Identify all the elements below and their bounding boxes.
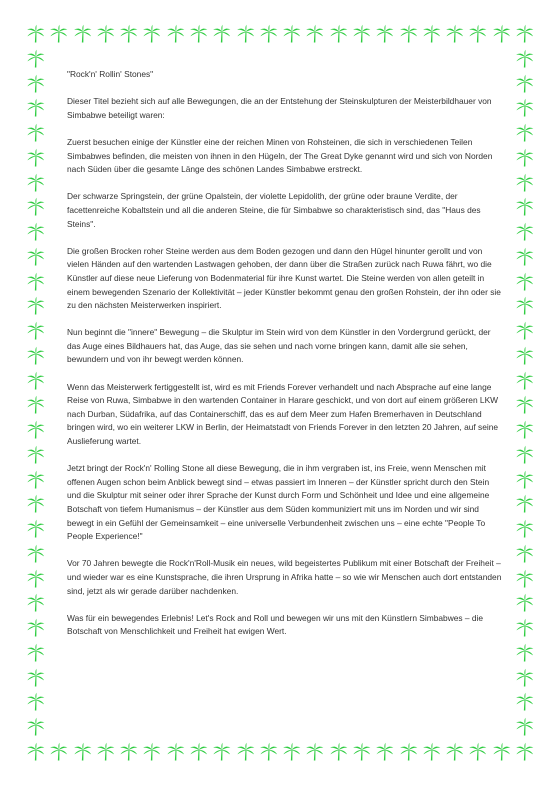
palm-tree-icon (166, 24, 185, 43)
palm-tree-icon (515, 569, 534, 588)
palm-tree-icon (445, 24, 464, 43)
palm-tree-icon (259, 742, 278, 761)
palm-tree-icon (26, 296, 45, 315)
palm-tree-icon (352, 742, 371, 761)
palm-tree-icon (119, 742, 138, 761)
palm-tree-icon (515, 98, 534, 117)
palm-tree-icon (26, 420, 45, 439)
palm-tree-icon (26, 173, 45, 192)
palm-tree-icon (515, 544, 534, 563)
palm-tree-icon (515, 173, 534, 192)
palm-tree-icon (515, 296, 534, 315)
palm-tree-icon (515, 395, 534, 414)
document-body (67, 68, 503, 653)
paragraph-9: Was für ein bewegendes Erlebnis! Let's Rock and Roll und bewegen wir uns mit den Künstlern Simbabwes – die Botschaft von Menschlichkeit und Freiheit hat ewigen Wert. (67, 612, 484, 637)
palm-tree-icon (26, 544, 45, 563)
palm-tree-icon (26, 519, 45, 538)
palm-tree-icon (26, 494, 45, 513)
palm-tree-icon (26, 470, 45, 489)
paragraph-8: Vor 70 Jahren bewegte die Rock'n'Roll-Musik ein neues, wild begeistertes Publikum mit einer Botschaft der Freiheit – und wieder war es eine Kunstsprache, die ihren Ursprung in Afrika hatte – so wie wir Menschen auch dort entstanden sind, jetzt als wir gerade darüber nachdenken. (67, 558, 502, 596)
palm-tree-icon (26, 618, 45, 637)
palm-tree-icon (26, 197, 45, 216)
palm-tree-icon (375, 24, 394, 43)
palm-tree-icon (515, 123, 534, 142)
paragraph-1: Dieser Titel bezieht sich auf alle Bewegungen, die an der Entstehung der Steinskulpturen der Meisterbildhauer von Simbabwe beteiligt waren: (67, 96, 492, 120)
paragraph-5: Nun beginnt die "innere" Bewegung – die Skulptur im Stein wird von dem Künstler in den Vordergrund gerückt, der das Auge eines Bildhauers hat, das Auge, das sie sehen und nach vorne bringen kann, damit alle sie sehen, bewundern und von ihr bewegt werden können. (67, 327, 491, 365)
palm-tree-icon (515, 148, 534, 167)
palm-tree-icon (26, 569, 45, 588)
palm-tree-icon (515, 49, 534, 68)
palm-tree-icon (515, 692, 534, 711)
palm-tree-icon (236, 24, 255, 43)
palm-tree-icon (212, 742, 231, 761)
palm-tree-icon (515, 717, 534, 736)
palm-tree-icon (515, 519, 534, 538)
palm-tree-icon (142, 742, 161, 761)
palm-tree-icon (515, 470, 534, 489)
palm-tree-icon (282, 742, 301, 761)
palm-tree-icon (73, 24, 92, 43)
palm-tree-icon (26, 668, 45, 687)
palm-tree-icon (515, 247, 534, 266)
palm-tree-icon (399, 24, 418, 43)
palm-tree-icon (468, 742, 487, 761)
palm-tree-icon (49, 24, 68, 43)
palm-tree-icon (445, 742, 464, 761)
palm-tree-icon (142, 24, 161, 43)
palm-tree-icon (515, 445, 534, 464)
palm-tree-icon (515, 346, 534, 365)
palm-tree-icon (189, 24, 208, 43)
palm-tree-icon (236, 742, 255, 761)
palm-tree-icon (26, 49, 45, 68)
palm-tree-icon (26, 593, 45, 612)
palm-tree-icon (26, 123, 45, 142)
palm-tree-icon (422, 742, 441, 761)
palm-tree-icon (329, 24, 348, 43)
palm-tree-icon (375, 742, 394, 761)
palm-tree-icon (26, 395, 45, 414)
palm-tree-icon (515, 197, 534, 216)
palm-tree-icon (515, 593, 534, 612)
palm-tree-icon (399, 742, 418, 761)
paragraph-3: Der schwarze Springstein, der grüne Opalstein, der violette Lepidolith, der grüne oder braune Verdite, der facettenreiche Kobaltstein und all die anderen Steine, die für Simbabwe so charakteristisch sind, das "Haus des Steins". (67, 191, 481, 229)
palm-tree-icon (352, 24, 371, 43)
palm-tree-icon (189, 742, 208, 761)
palm-tree-icon (492, 742, 511, 761)
palm-tree-icon (282, 24, 301, 43)
palm-tree-icon (166, 742, 185, 761)
palm-tree-icon (515, 272, 534, 291)
palm-tree-icon (26, 445, 45, 464)
palm-tree-icon (26, 222, 45, 241)
palm-tree-icon (26, 74, 45, 93)
palm-tree-icon (259, 24, 278, 43)
paragraph-7: Jetzt bringt der Rock'n' Rolling Stone all diese Bewegung, die in ihm vergraben ist, ins Freie, wenn Menschen mit offenen Augen schon beim Anblick bewegt sind – etwas passiert im Inneren – der Künstler spricht durch den Stein und die Skulptur mit seiner oder ihrer Sprache der Kunst durch Form und Schönheit und Idee und eine allgemeine Botschaft von tiefem Humanismus – der Künstler aus dem Süden kommuniziert mit uns im Norden und wir sind bewegt in ein Gefühl der Gemeinsamkeit – eine universelle Verbundenheit zwischen uns – eine echte "People To People Experience!" (67, 463, 490, 542)
palm-tree-icon (26, 371, 45, 390)
palm-tree-icon (515, 371, 534, 390)
palm-tree-icon (26, 346, 45, 365)
palm-tree-icon (26, 24, 45, 43)
palm-tree-icon (515, 618, 534, 637)
palm-tree-icon (305, 742, 324, 761)
paragraph-2: Zuerst besuchen einige der Künstler eine der reichen Minen von Rohsteinen, die sich in verschiedenen Teilen Simbabwes befinden, die meisten von ihnen in den Hügeln, der The Great Dyke genannt wird und sich von Norden nach Süden über die gesamte Länge des schönen Landes Simbabwe erstreckt. (67, 136, 493, 175)
palm-tree-icon (26, 247, 45, 266)
palm-tree-icon (515, 24, 534, 43)
palm-tree-icon (515, 321, 534, 340)
palm-tree-icon (515, 74, 534, 93)
palm-tree-icon (119, 24, 138, 43)
palm-tree-icon (96, 24, 115, 43)
document-title: "Rock'n' Rollin' Stones" (67, 69, 154, 79)
palm-tree-icon (26, 148, 45, 167)
palm-tree-icon (26, 692, 45, 711)
palm-tree-icon (26, 98, 45, 117)
palm-tree-icon (492, 24, 511, 43)
palm-tree-icon (515, 494, 534, 513)
palm-tree-icon (422, 24, 441, 43)
paragraph-4: Die großen Brocken roher Steine werden aus dem Boden gezogen und dann den Hügel hinunter gerollt und von vielen Händen auf den wartenden Lastwagen gehoben, der dann über die Straßen zurück nach Ruwa fährt, wo die Künstler auf diese neue Lieferung von Bodenmaterial für ihre Kunst wartet. Die Steine werden von allen geteilt in einem bewegenden Szenario der Kollektivität – jeder Künstler bekommt genau den großen Rohstein, der ihn oder sie zu den nächsten Meisterwerken inspiriert. (67, 245, 501, 311)
palm-tree-icon (515, 420, 534, 439)
paragraph-6: Wenn das Meisterwerk fertiggestellt ist, wird es mit Friends Forever verhandelt und nach Absprache auf eine lange Reise von Ruwa, Simbabwe in den wartenden Container in Harare geschickt, und von dort auf einem größeren LKW nach Durban, Südafrika, auf das Containerschiff, das es auf dem Meer zum Hafen Bremerhaven in Deutschland bringen wird, wo ein weiterer LKW in Berlin, der Heimatstadt von Friends Forever in den letzten 20 Jahren, auf seine Auslieferung wartet. (67, 381, 499, 447)
palm-tree-icon (305, 24, 324, 43)
palm-tree-icon (26, 321, 45, 340)
palm-tree-icon (26, 643, 45, 662)
palm-tree-icon (49, 742, 68, 761)
palm-tree-icon (26, 272, 45, 291)
palm-tree-icon (515, 643, 534, 662)
palm-tree-icon (329, 742, 348, 761)
palm-tree-icon (212, 24, 231, 43)
palm-tree-icon (96, 742, 115, 761)
palm-tree-icon (26, 717, 45, 736)
palm-tree-icon (515, 742, 534, 761)
palm-tree-icon (515, 668, 534, 687)
palm-tree-icon (26, 742, 45, 761)
palm-tree-icon (468, 24, 487, 43)
palm-tree-icon (73, 742, 92, 761)
palm-tree-icon (515, 222, 534, 241)
